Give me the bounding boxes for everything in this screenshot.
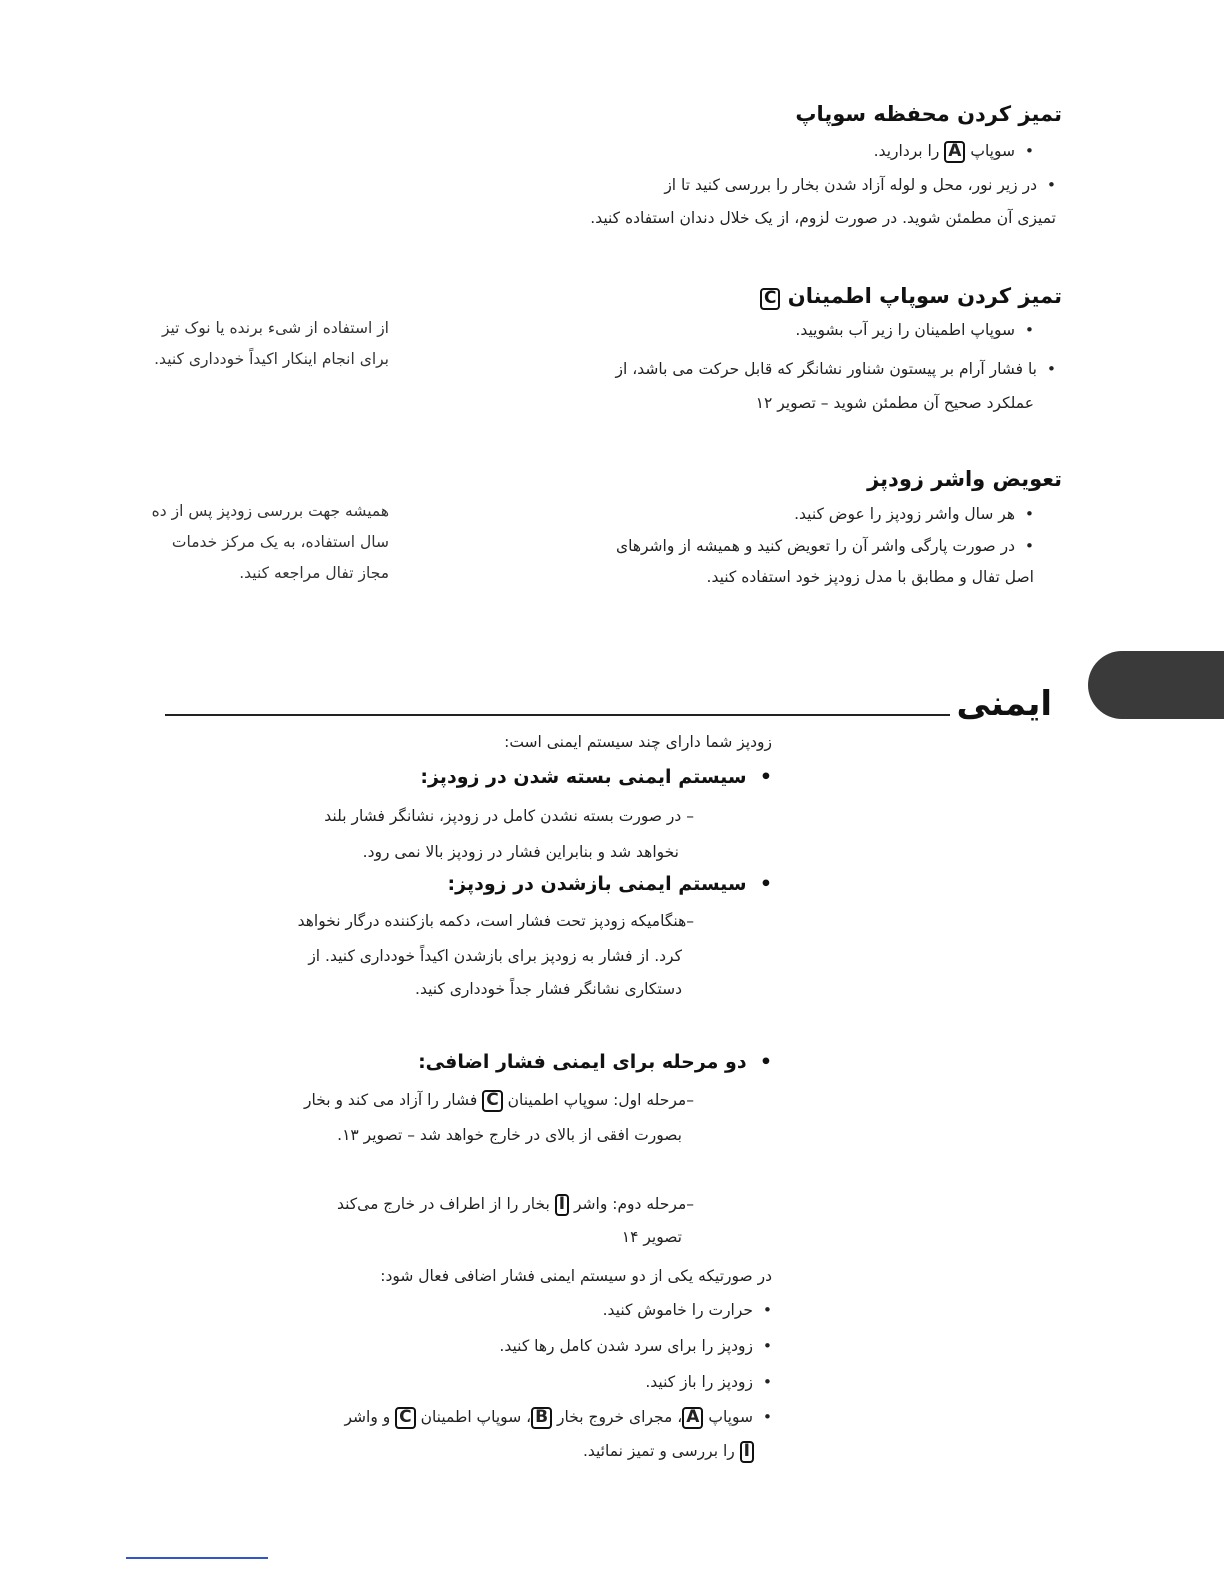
step-1: • حرارت را خاموش کنید. <box>603 1301 772 1319</box>
step-4-continued: I را بررسی و تمیز نمائید. <box>583 1441 754 1463</box>
safety-title-rule <box>165 714 950 716</box>
opening-system-heading: • سیستم ایمنی بازشدن در زودپز: <box>448 873 772 895</box>
label-i-box: I <box>740 1441 754 1463</box>
opening-system-line-3: دستکاری نشانگر فشار جداً خودداری کنید. <box>415 980 682 998</box>
closing-system-heading: • سیستم ایمنی بسته شدن در زودپز: <box>420 766 772 788</box>
label-i-box: I <box>555 1194 569 1216</box>
closing-system-line-1: – در صورت بسته نشدن کامل در زودپز، نشانگر فشار بلند <box>324 807 694 825</box>
safety-valve-line-2: • با فشار آرام بر پیستون شناور نشانگر که قابل حرکت می باشد، از <box>616 360 1056 378</box>
gasket-line-2: • در صورت پارگی واشر آن را تعویض کنید و همیشه از واشرهای <box>616 537 1034 555</box>
label-a-box: A <box>682 1407 703 1429</box>
step-4: • سوپاپ A، مجرای خروج بخار B، سوپاپ اطمینان C و واشر <box>344 1407 772 1429</box>
label-c-box: C <box>760 288 780 310</box>
safety-title: ایمنی <box>956 684 1052 724</box>
closing-system-line-2: نخواهد شد و بنابراین فشار در زودپز بالا نمی رود. <box>362 843 679 861</box>
overpressure-stage1-line-2: بصورت افقی از بالای در خارج خواهد شد – تصویر ۱۳. <box>337 1126 682 1144</box>
label-c-box: C <box>482 1090 502 1112</box>
safety-valve-line-3: عملکرد صحیح آن مطمئن شوید – تصویر ۱۲ <box>755 394 1034 412</box>
section-title-valve-housing: تمیز کردن محفظه سوپاپ <box>795 102 1062 126</box>
step-2: • زودپز را برای سرد شدن کامل رها کنید. <box>499 1337 772 1355</box>
label-a-box: A <box>944 141 965 163</box>
page-tab-marker <box>1088 651 1224 719</box>
label-c-box: C <box>395 1407 415 1429</box>
footer-rule <box>126 1557 268 1559</box>
side-note-service-center: همیشه جهت بررسی زودپز پس از ده سال استفاده، به یک مرکز خدمات مجاز تفال مراجعه کنید. <box>151 502 389 582</box>
overpressure-stage2-line-1: –مرحله دوم: واشر I بخار را از اطراف در خارج می‌کند <box>336 1194 694 1214</box>
gasket-line-3: اصل تفال و مطابق با مدل زودپز خود استفاده کنید. <box>706 568 1034 586</box>
valve-housing-line-3: تمیزی آن مطمئن شوید. در صورت لزوم، از یک خلال دندان استفاده کنید. <box>590 209 1056 227</box>
section-title-safety-valve: تمیز کردن سوپاپ اطمینان C <box>760 284 1062 310</box>
safety-valve-line-1: • سوپاپ اطمینان را زیر آب بشویید. <box>795 321 1034 339</box>
overpressure-stage1-line-1: –مرحله اول: سوپاپ اطمینان C فشار را آزاد می کند و بخار <box>304 1090 694 1110</box>
overpressure-activated-intro: در صورتیکه یکی از دو سیستم ایمنی فشار اضافی فعال شود: <box>380 1267 772 1285</box>
section-title-gasket: تعویض واشر زودپز <box>867 467 1062 491</box>
label-b-box: B <box>531 1407 552 1429</box>
safety-intro: زودپز شما دارای چند سیستم ایمنی است: <box>504 733 772 751</box>
opening-system-line-1: –هنگامیکه زودپز تحت فشار است، دکمه بازکننده درگار نخواهد <box>297 912 694 930</box>
valve-housing-line-2: • در زیر نور، محل و لوله آزاد شدن بخار را بررسی کنید تا از <box>664 176 1056 194</box>
overpressure-stage2-line-2: تصویر ۱۴ <box>621 1228 682 1246</box>
gasket-line-1: • هر سال واشر زودپز را عوض کنید. <box>794 505 1034 523</box>
opening-system-line-2: کرد. از فشار به زودپز برای بازشدن اکیداً خودداری کنید. از <box>308 947 682 965</box>
step-3: • زودپز را باز کنید. <box>645 1373 772 1391</box>
overpressure-heading: • دو مرحله برای ایمنی فشار اضافی: <box>418 1051 772 1073</box>
side-note-sharp-object: از استفاده از شیء برنده یا نوک تیز برای انجام اینکار اکیداً خودداری کنید. <box>154 319 389 368</box>
valve-housing-line-1: • سوپاپ A را بردارید. <box>874 141 1034 163</box>
